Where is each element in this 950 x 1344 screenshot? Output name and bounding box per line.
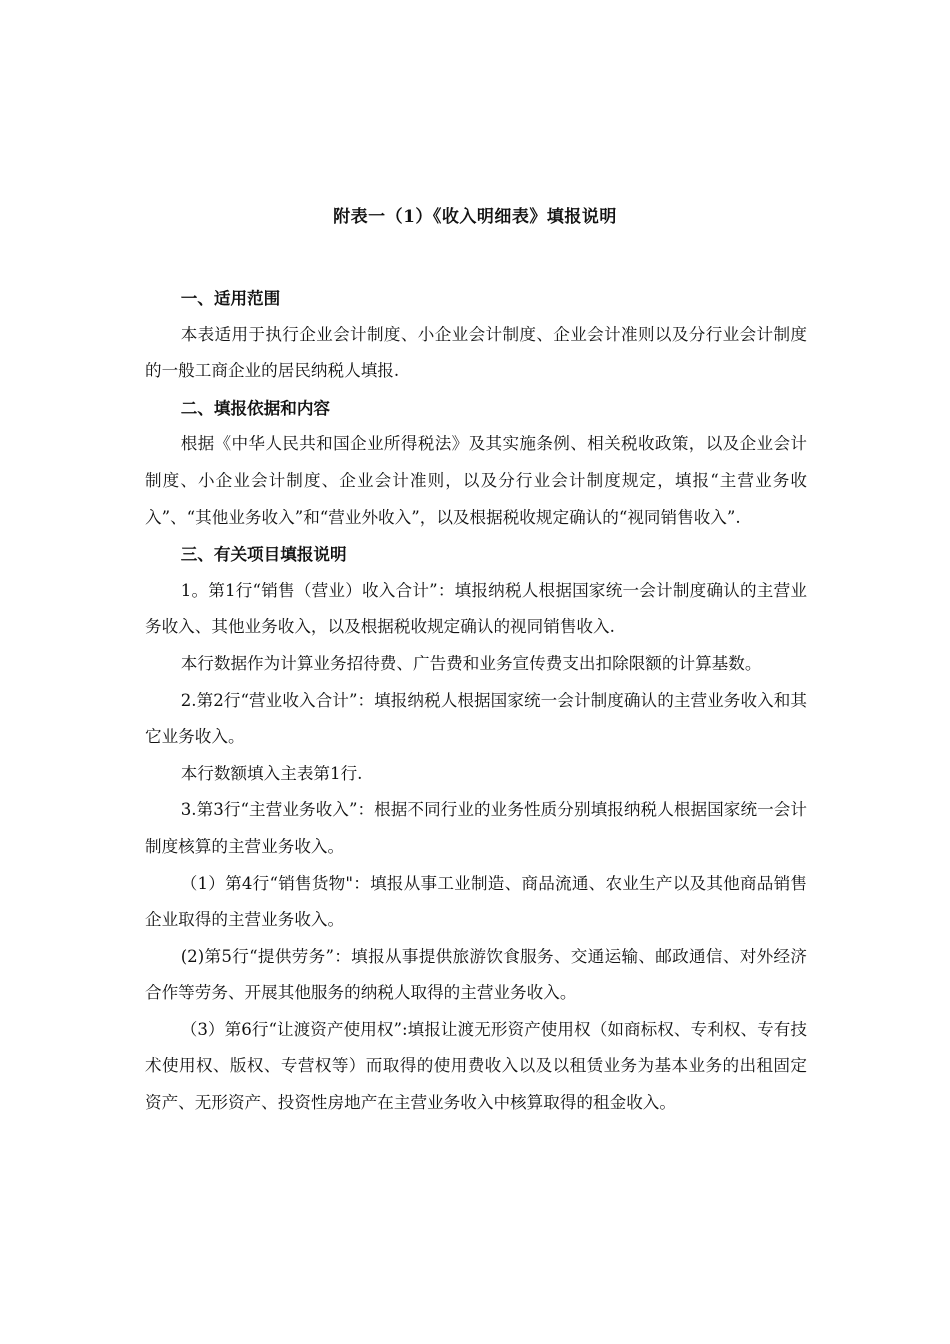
paragraph-scope: 本表适用于执行企业会计制度、小企业会计制度、企业会计准则以及分行业会计制度的一般工商企业的居民纳税人填报. [145,324,807,381]
paragraph-item: 2.第2行“营业收入合计”：填报纳税人根据国家统一会计制度确认的主营业务收入和其它业务收入。 [145,690,807,747]
paragraph-item: 3.第3行“主营业务收入”：根据不同行业的业务性质分别填报纳税人根据国家统一会计制度核算的主营业务收入。 [145,800,807,856]
paragraph-basis: 根据《中华人民共和国企业所得税法》及其实施条例、相关税收政策，以及企业会计制度、小企业会计制度、企业会计准则，以及分行业会计制度规定，填报“主营业务收入”、“其他业务收入”和“营业外收入”，以及根据税收规定确认的“视同销售收入”. [145,434,807,527]
paragraph-item: （1）第4行“销售货物"：填报从事工业制造、商品流通、农业生产以及其他商品销售企业取得的主营业务收入。 [145,873,807,930]
paragraph-item: (2)第5行“提供劳务”：填报从事提供旅游饮食服务、交通运输、邮政通信、对外经济合作等劳务、开展其他服务的纳税人取得的主营业务收入。 [145,946,807,1003]
document-title: 附表一（1）《收入明细表》填报说明 [333,207,617,227]
paragraph-item: 本行数额填入主表第1行. [180,763,363,783]
section-heading-basis: 二、填报依据和内容 [180,397,331,418]
paragraph-item: （3）第6行“让渡资产使用权”:填报让渡无形资产使用权（如商标权、专利权、专有技术使用权、版权、专营权等）而取得的使用费收入以及以租赁业务为基本业务的出租固定资产、无形资产、投资性房地产在主营业务收入中核算取得的租金收入。 [145,1019,807,1113]
paragraph-item: 1。第1行“销售（营业）收入合计”：填报纳税人根据国家统一会计制度确认的主营业务收入、其他业务收入，以及根据税收规定确认的视同销售收入. [145,580,807,637]
section-heading-items: 三、有关项目填报说明 [180,544,347,565]
paragraph-item: 本行数据作为计算业务招待费、广告费和业务宣传费支出扣除限额的计算基数。 [180,653,762,673]
section-heading-scope: 一、适用范围 [180,288,281,308]
document-body [145,280,807,1122]
